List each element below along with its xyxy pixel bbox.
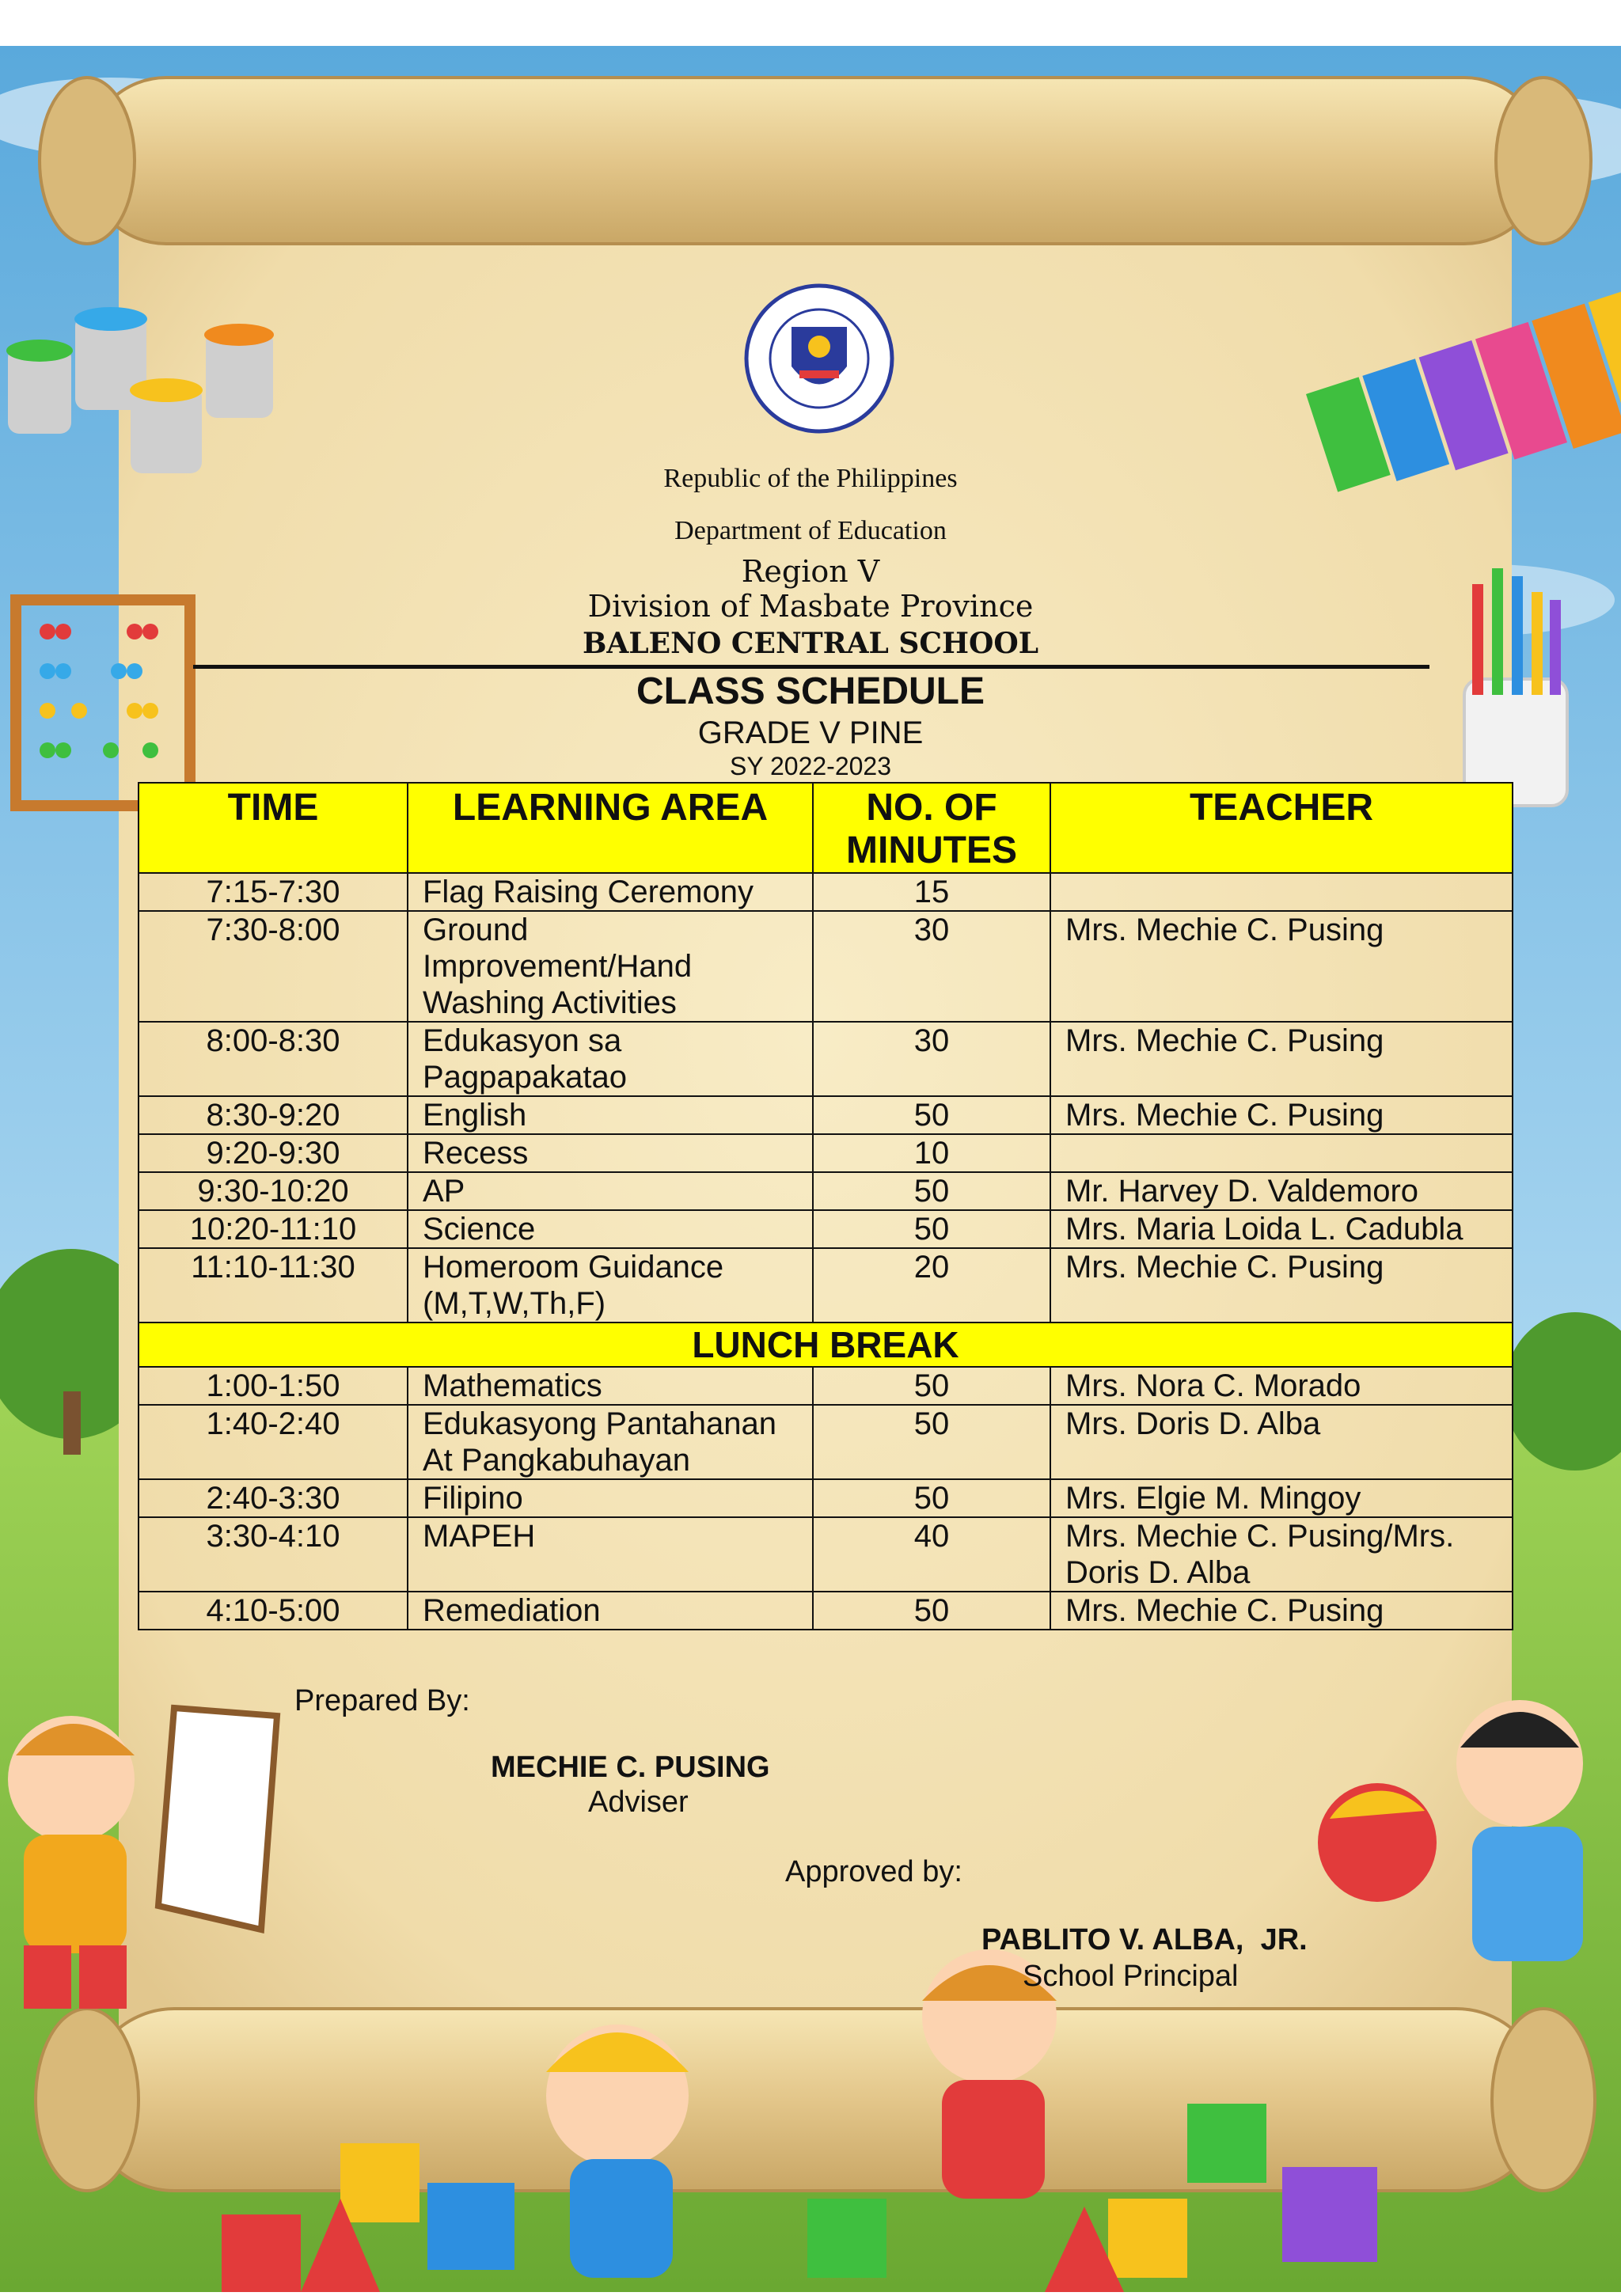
region-line: Region V (741, 554, 880, 589)
minutes-cell-text: 30 (913, 1023, 950, 1058)
time-cell-text: 9:30-10:20 (197, 1174, 349, 1209)
teacher-cell-text: Mrs. Mechie C. Pusing (1065, 1593, 1384, 1628)
time-cell (139, 1172, 408, 1210)
lunch-break-label: LUNCH BREAK (139, 1323, 1513, 1367)
minutes-cell (813, 1210, 1050, 1248)
minutes-cell-text: 50 (913, 1174, 950, 1209)
learning-area-cell (408, 1022, 813, 1096)
minutes-cell-text: 50 (913, 1593, 950, 1628)
teacher-cell (1050, 1096, 1513, 1134)
minutes-cell-text: 50 (913, 1406, 950, 1441)
minutes-cell (813, 1592, 1050, 1630)
teacher-cell-text: Mrs. Mechie C. Pusing (1065, 913, 1384, 947)
learning-area-cell-text: Science (423, 1212, 536, 1247)
header-minutes-line2: MINUTES (846, 829, 1017, 871)
time-cell-text: 4:10-5:00 (206, 1593, 340, 1628)
section-name: GRADE V PINE (697, 715, 924, 750)
learning-area-cell (408, 1367, 813, 1405)
teacher-cell (1050, 1210, 1513, 1248)
time-cell (139, 1210, 408, 1248)
learning-area-cell-text: Edukasyon sa (423, 1023, 622, 1058)
table-row (139, 873, 1513, 911)
department-line: Department of Education (674, 516, 947, 545)
table-row (139, 1248, 1513, 1323)
table-row (139, 1405, 1513, 1479)
teacher-cell (1050, 1367, 1513, 1405)
learning-area-cell-text: (M,T,W,Th,F) (423, 1286, 606, 1321)
header-learning-area: LEARNING AREA (408, 783, 813, 873)
teacher-cell-text: Mrs. Mechie C. Pusing/Mrs. (1065, 1519, 1455, 1554)
time-cell-text: 1:40-2:40 (206, 1406, 340, 1441)
minutes-cell (813, 1479, 1050, 1517)
learning-area-cell (408, 1210, 813, 1248)
teacher-cell (1050, 873, 1513, 911)
learning-area-cell-text: Mathematics (423, 1368, 602, 1403)
header-time: TIME (139, 783, 408, 873)
learning-area-cell-text: Ground (423, 913, 529, 947)
learning-area-cell (408, 1517, 813, 1592)
learning-area-cell-text: MAPEH (423, 1519, 536, 1554)
republic-line: Republic of the Philippines (663, 464, 958, 493)
teacher-cell-text: Mrs. Nora C. Morado (1065, 1368, 1361, 1403)
lunch-break-row (139, 1323, 1513, 1367)
time-cell (139, 1022, 408, 1096)
time-cell-text: 7:30-8:00 (206, 913, 340, 947)
learning-area-cell-text: AP (423, 1174, 465, 1209)
teacher-cell-text: Mrs. Mechie C. Pusing (1065, 1250, 1384, 1285)
learning-area-cell-text: Pagpapakatao (423, 1060, 628, 1095)
teacher-cell-text: Doris D. Alba (1065, 1555, 1251, 1590)
table-row (139, 1022, 1513, 1096)
time-cell (139, 1405, 408, 1479)
minutes-cell (813, 911, 1050, 1022)
minutes-cell-text: 50 (913, 1368, 950, 1403)
minutes-cell (813, 1096, 1050, 1134)
time-cell (139, 911, 408, 1022)
learning-area-cell (408, 1248, 813, 1323)
schedule-table (138, 782, 1513, 1630)
teacher-cell (1050, 1172, 1513, 1210)
teacher-cell (1050, 1248, 1513, 1323)
header-minutes-line1: NO. OF (866, 787, 997, 829)
time-cell-text: 1:00-1:50 (206, 1368, 340, 1403)
schedule-body (139, 873, 1513, 1630)
teacher-cell-text: Mrs. Mechie C. Pusing (1065, 1023, 1384, 1058)
header-divider (193, 665, 1429, 669)
minutes-cell-text: 50 (913, 1212, 950, 1247)
header-minutes (813, 783, 1050, 873)
minutes-cell (813, 873, 1050, 911)
time-cell-text: 10:20-11:10 (189, 1212, 357, 1247)
learning-area-cell-text: Recess (423, 1136, 529, 1171)
division-line: Division of Masbate Province (587, 589, 1034, 624)
table-row (139, 1210, 1513, 1248)
table-row (139, 1517, 1513, 1592)
schedule-title: CLASS SCHEDULE (636, 670, 985, 712)
table-row (139, 1592, 1513, 1630)
time-cell-text: 9:20-9:30 (206, 1136, 340, 1171)
minutes-cell-text: 20 (913, 1250, 950, 1285)
time-cell-text: 8:30-9:20 (206, 1098, 340, 1133)
table-row (139, 911, 1513, 1022)
minutes-cell (813, 1022, 1050, 1096)
prepared-by-title: Adviser (588, 1786, 689, 1819)
learning-area-cell (408, 1096, 813, 1134)
time-cell-text: 3:30-4:10 (206, 1519, 340, 1554)
minutes-cell (813, 1517, 1050, 1592)
minutes-cell (813, 1405, 1050, 1479)
time-cell (139, 1592, 408, 1630)
learning-area-cell (408, 1134, 813, 1172)
time-cell (139, 1248, 408, 1323)
time-cell (139, 1367, 408, 1405)
minutes-cell (813, 1367, 1050, 1405)
time-cell-text: 8:00-8:30 (206, 1023, 340, 1058)
table-row (139, 1096, 1513, 1134)
table-row (139, 1134, 1513, 1172)
prepared-by-label: Prepared By: (294, 1684, 470, 1717)
time-cell-text: 7:15-7:30 (206, 875, 340, 909)
teacher-cell (1050, 1022, 1513, 1096)
minutes-cell-text: 40 (913, 1519, 950, 1554)
teacher-cell (1050, 1517, 1513, 1592)
teacher-cell (1050, 1479, 1513, 1517)
learning-area-cell-text: Edukasyong Pantahanan (423, 1406, 777, 1441)
learning-area-cell (408, 1479, 813, 1517)
time-cell (139, 1134, 408, 1172)
learning-area-cell-text: Improvement/Hand (423, 949, 693, 984)
time-cell (139, 1479, 408, 1517)
learning-area-cell-text: Homeroom Guidance (423, 1250, 724, 1285)
time-cell-text: 2:40-3:30 (206, 1481, 340, 1516)
learning-area-cell (408, 1592, 813, 1630)
minutes-cell-text: 30 (913, 913, 950, 947)
table-row (139, 1479, 1513, 1517)
prepared-by-name: MECHIE C. PUSING (491, 1751, 770, 1784)
teacher-cell-text: Mrs. Maria Loida L. Cadubla (1065, 1212, 1463, 1247)
minutes-cell (813, 1248, 1050, 1323)
teacher-cell-text: Mrs. Doris D. Alba (1065, 1406, 1321, 1441)
teacher-cell (1050, 1405, 1513, 1479)
time-cell (139, 1517, 408, 1592)
learning-area-cell-text: Washing Activities (423, 985, 677, 1020)
learning-area-cell-text: Flag Raising Ceremony (423, 875, 754, 909)
teacher-cell-text: Mrs. Elgie M. Mingoy (1065, 1481, 1361, 1516)
teacher-cell (1050, 911, 1513, 1022)
approved-by-name: PABLITO V. ALBA, JR. (981, 1923, 1308, 1956)
school-year: SY 2022-2023 (729, 752, 892, 780)
teacher-cell-text: Mr. Harvey D. Valdemoro (1065, 1174, 1419, 1209)
minutes-cell (813, 1172, 1050, 1210)
learning-area-cell-text: Remediation (423, 1593, 601, 1628)
approved-by-title: School Principal (1023, 1960, 1239, 1993)
deped-seal (744, 283, 894, 434)
learning-area-cell (408, 1172, 813, 1210)
minutes-cell-text: 15 (913, 875, 950, 909)
minutes-cell-text: 10 (913, 1136, 950, 1171)
learning-area-cell-text: Filipino (423, 1481, 523, 1516)
learning-area-cell-text: English (423, 1098, 527, 1133)
minutes-cell-text: 50 (913, 1481, 950, 1516)
teacher-cell (1050, 1134, 1513, 1172)
table-row (139, 1367, 1513, 1405)
learning-area-cell (408, 911, 813, 1022)
time-cell (139, 873, 408, 911)
minutes-cell (813, 1134, 1050, 1172)
learning-area-cell-text: At Pangkabuhayan (423, 1443, 691, 1478)
learning-area-cell (408, 1405, 813, 1479)
time-cell (139, 1096, 408, 1134)
table-row (139, 1172, 1513, 1210)
minutes-cell-text: 50 (913, 1098, 950, 1133)
approved-by-label: Approved by: (785, 1855, 962, 1888)
teacher-cell (1050, 1592, 1513, 1630)
time-cell-text: 11:10-11:30 (191, 1250, 355, 1285)
header-teacher: TEACHER (1050, 783, 1513, 873)
learning-area-cell (408, 873, 813, 911)
school-name: BALENO CENTRAL SCHOOL (582, 627, 1039, 660)
teacher-cell-text: Mrs. Mechie C. Pusing (1065, 1098, 1384, 1133)
